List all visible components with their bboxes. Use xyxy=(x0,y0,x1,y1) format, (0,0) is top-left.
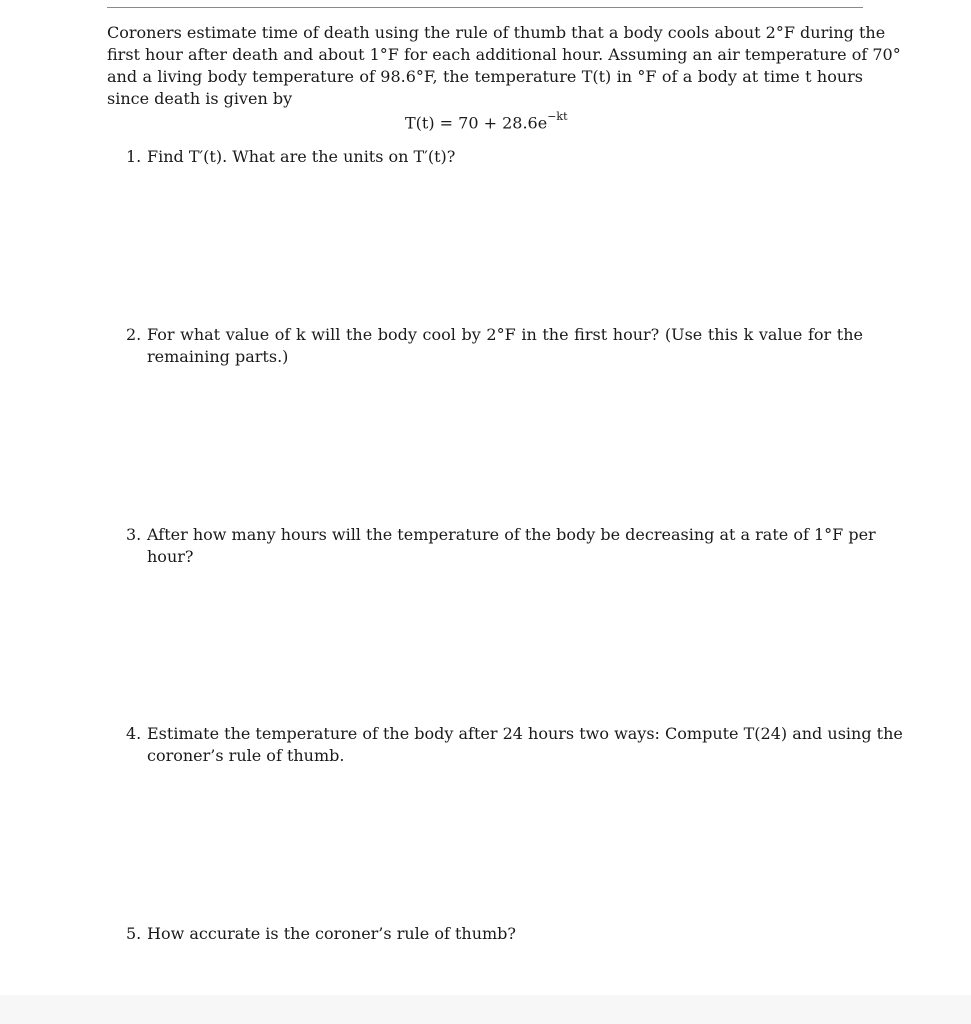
intro-line: first hour after death and about 1°F for each additional hour. Assuming an air temperature of 70° xyxy=(107,45,901,64)
question-3 xyxy=(126,524,876,568)
top-rule xyxy=(107,7,863,8)
question-text: For what value of k will the body cool by 2°F in the first hour? (Use this k value for the xyxy=(147,325,863,344)
question-text: Find T′(t). What are the units on T′(t)? xyxy=(147,147,456,166)
question-number: 3. xyxy=(126,525,142,544)
question-1 xyxy=(126,146,863,168)
bottom-shade xyxy=(0,995,971,1024)
question-text: How accurate is the coroner’s rule of thumb? xyxy=(147,924,516,943)
equation-main: T(t) = 70 + 28.6e xyxy=(405,113,548,133)
question-text: coroner’s rule of thumb. xyxy=(147,746,345,765)
question-text: hour? xyxy=(147,547,194,566)
question-2 xyxy=(126,324,863,368)
intro-line: since death is given by xyxy=(107,89,293,108)
question-number: 4. xyxy=(126,724,142,743)
question-number: 2. xyxy=(126,325,142,344)
question-5 xyxy=(126,923,863,945)
question-number: 1. xyxy=(126,147,142,166)
question-4 xyxy=(126,723,903,767)
question-number: 5. xyxy=(126,924,142,943)
question-text: After how many hours will the temperature of the body be decreasing at a rate of 1°F per xyxy=(147,525,876,544)
question-text: Estimate the temperature of the body after 24 hours two ways: Compute T(24) and using the xyxy=(147,724,903,743)
intro-line: and a living body temperature of 98.6°F, the temperature T(t) in °F of a body at time t hours xyxy=(107,67,863,86)
equation-exponent: −kt xyxy=(547,110,568,123)
temperature-equation xyxy=(405,108,568,134)
intro-paragraph xyxy=(107,22,901,110)
question-text: remaining parts.) xyxy=(147,347,289,366)
intro-line: Coroners estimate time of death using the rule of thumb that a body cools about 2°F during the xyxy=(107,23,886,42)
